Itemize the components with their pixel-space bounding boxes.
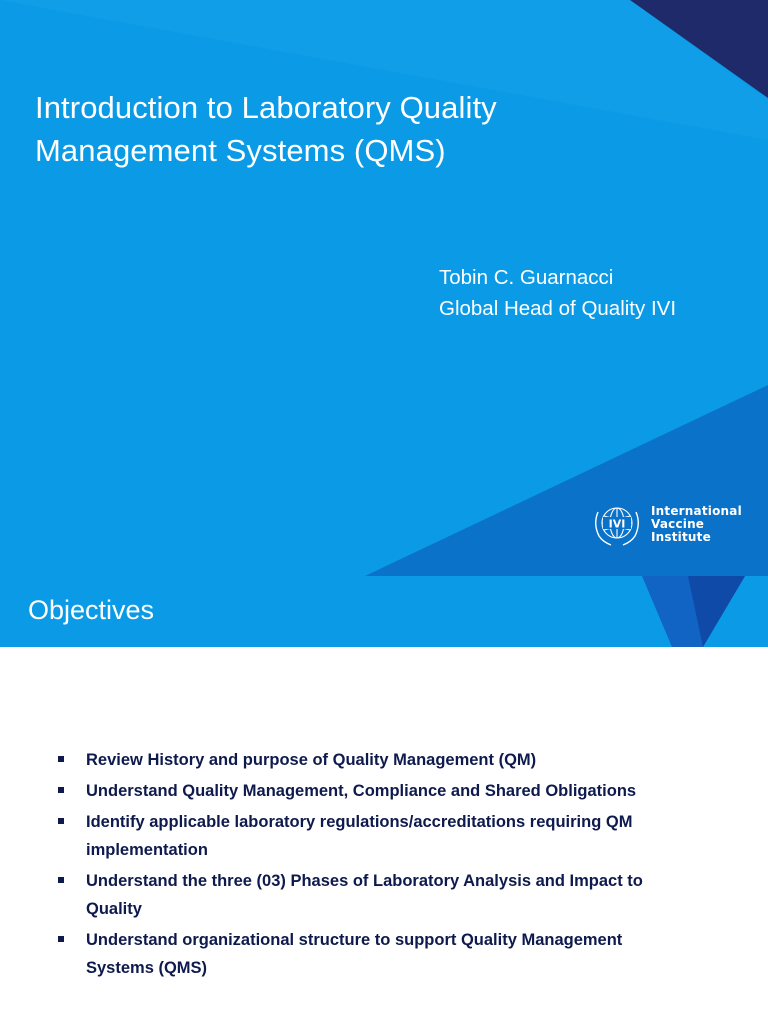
list-item xyxy=(56,808,736,864)
logo-line-1: International xyxy=(651,503,742,518)
bullet-text-line-2: Systems (QMS) xyxy=(86,959,208,977)
presenter-name: Tobin C. Guarnacci xyxy=(439,266,614,289)
presentation-title xyxy=(35,86,655,172)
logo-line-3: Institute xyxy=(651,529,711,544)
logo-text xyxy=(651,505,742,544)
objectives-title: Objectives xyxy=(28,595,155,625)
bullet-square-icon xyxy=(58,756,64,762)
objectives-header xyxy=(0,576,768,647)
list-item xyxy=(56,926,736,982)
bullet-text-line-1: Identify applicable laboratory regulations/accreditations requiring QM xyxy=(86,813,633,831)
objectives-list xyxy=(56,746,736,985)
list-item xyxy=(56,746,736,774)
title-line-1: Introduction to Laboratory Quality xyxy=(35,90,497,125)
bullet-text-line-1: Review History and purpose of Quality Management (QM) xyxy=(86,751,537,769)
list-item xyxy=(56,777,736,805)
bullet-square-icon xyxy=(58,877,64,883)
bullet-text-line-2: Quality xyxy=(86,900,142,918)
presenter-info xyxy=(439,262,676,324)
bullet-text-line-1: Understand organizational structure to support Quality Management xyxy=(86,931,623,949)
title-line-2: Management Systems (QMS) xyxy=(35,133,446,168)
list-item xyxy=(56,867,736,923)
ivi-globe-logo-icon xyxy=(589,498,645,550)
bullet-text-line-2: implementation xyxy=(86,841,208,859)
logo-abbrev: IVI xyxy=(608,517,626,531)
presenter-role: Global Head of Quality IVI xyxy=(439,297,677,320)
ivi-logo xyxy=(589,498,742,550)
objectives-slide xyxy=(0,576,768,1024)
bullet-square-icon xyxy=(58,936,64,942)
bullet-square-icon xyxy=(58,787,64,793)
bullet-text-line-1: Understand the three (03) Phases of Laboratory Analysis and Impact to xyxy=(86,872,643,890)
bullet-square-icon xyxy=(58,818,64,824)
bullet-text-line-1: Understand Quality Management, Compliance and Shared Obligations xyxy=(86,782,637,800)
logo-line-2: Vaccine xyxy=(651,516,705,531)
